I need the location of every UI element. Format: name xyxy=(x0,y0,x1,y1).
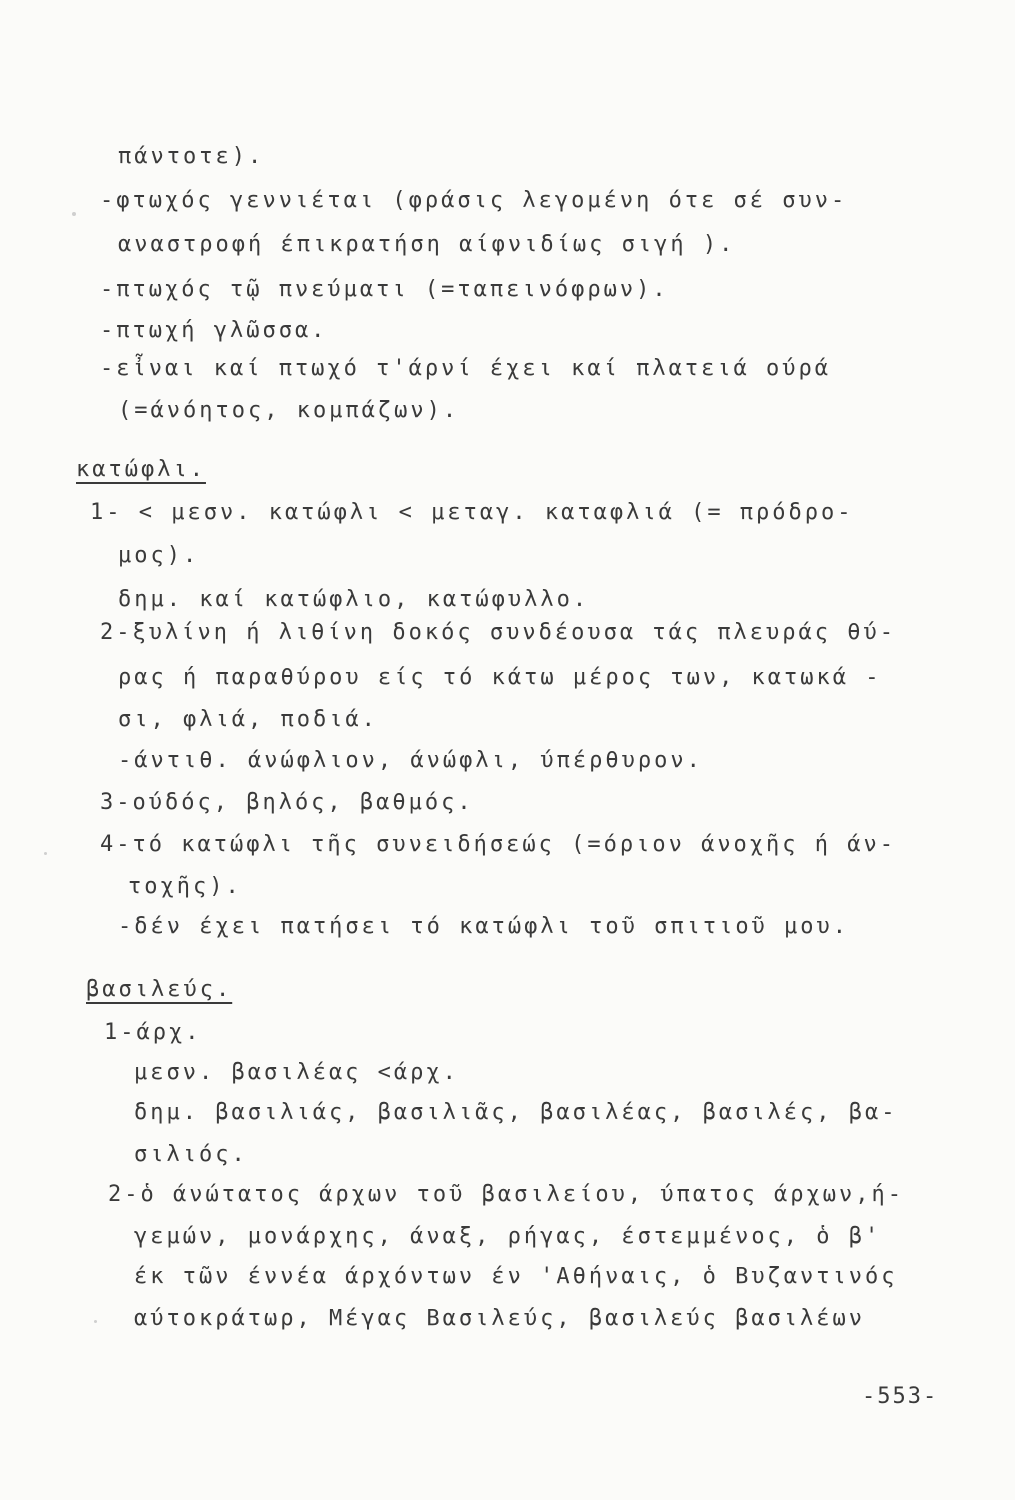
text-line: δημ. βασιλιάς, βασιλιᾶς, βασιλέας, βασιλές, βα- xyxy=(134,1100,898,1125)
text-line: -πτωχή γλῶσσα. xyxy=(100,318,328,343)
text-line: γεμών, μονάρχης, άναξ, ρήγας, έστεμμένος, ὁ β' xyxy=(134,1224,882,1249)
text-line: μεσν. βασιλέας <άρχ. xyxy=(134,1060,459,1085)
text-line: έκ τῶν έννέα άρχόντων έν 'Αθήναις, ὁ Βυζαντινός xyxy=(134,1264,898,1289)
headword-vasilefs: βασιλεύς. xyxy=(86,977,233,1002)
text-line: 2-ὁ άνώτατος άρχων τοῦ βασιλείου, ύπατος άρχων,ή- xyxy=(108,1182,905,1207)
text-line: 2-ξυλίνη ή λιθίνη δοκός συνδέουσα τάς πλευράς θύ- xyxy=(100,620,897,645)
text-line: 1- < μεσν. κατώφλι < μεταγ. καταφλιά (= πρόδρο- xyxy=(90,500,854,525)
text-line: μος). xyxy=(118,543,200,568)
text-line: σιλιός. xyxy=(134,1142,248,1167)
text-line: (=άνόητος, κομπάζων). xyxy=(118,398,460,423)
text-line: δημ. καί κατώφλιο, κατώφυλλο. xyxy=(118,587,590,612)
text-line: τοχῆς). xyxy=(128,874,242,899)
speck xyxy=(44,852,47,855)
headword-katofli: κατώφλι. xyxy=(76,457,206,482)
text-line: αναστροφή έπικρατήση αίφνιδίως σιγή ). xyxy=(118,232,736,257)
speck xyxy=(72,212,76,216)
text-line: 3-ούδός, βηλός, βαθμός. xyxy=(100,790,474,815)
text-line: -πτωχός τῷ πνεύματι (=ταπεινόφρων). xyxy=(100,277,669,302)
text-line: -δέν έχει πατήσει τό κατώφλι τοῦ σπιτιοῦ μου. xyxy=(118,914,850,939)
text-line: σι, φλιά, ποδιά. xyxy=(118,707,378,732)
text-line: 4-τό κατώφλι τῆς συνειδήσεώς (=όριον άνοχῆς ή άν- xyxy=(100,832,897,857)
text-line: αύτοκράτωρ, Μέγας Βασιλεύς, βασιλεύς βασιλέων xyxy=(134,1306,866,1331)
text-line: -εἶναι καί πτωχό τ'άρνί έχει καί πλατειά ούρά xyxy=(100,356,832,381)
text-line: πάντοτε). xyxy=(118,144,265,169)
speck xyxy=(94,1320,97,1323)
text-line: -άντιθ. άνώφλιον, άνώφλι, ύπέρθυρον. xyxy=(118,748,703,773)
text-line: 1-άρχ. xyxy=(104,1020,202,1045)
text-line: -φτωχός γεννιέται (φράσις λεγομένη ότε σέ συν- xyxy=(100,188,848,213)
page-number: -553- xyxy=(862,1384,939,1409)
text-line: ρας ή παραθύρου είς τό κάτω μέρος των, κατωκά - xyxy=(118,665,882,690)
